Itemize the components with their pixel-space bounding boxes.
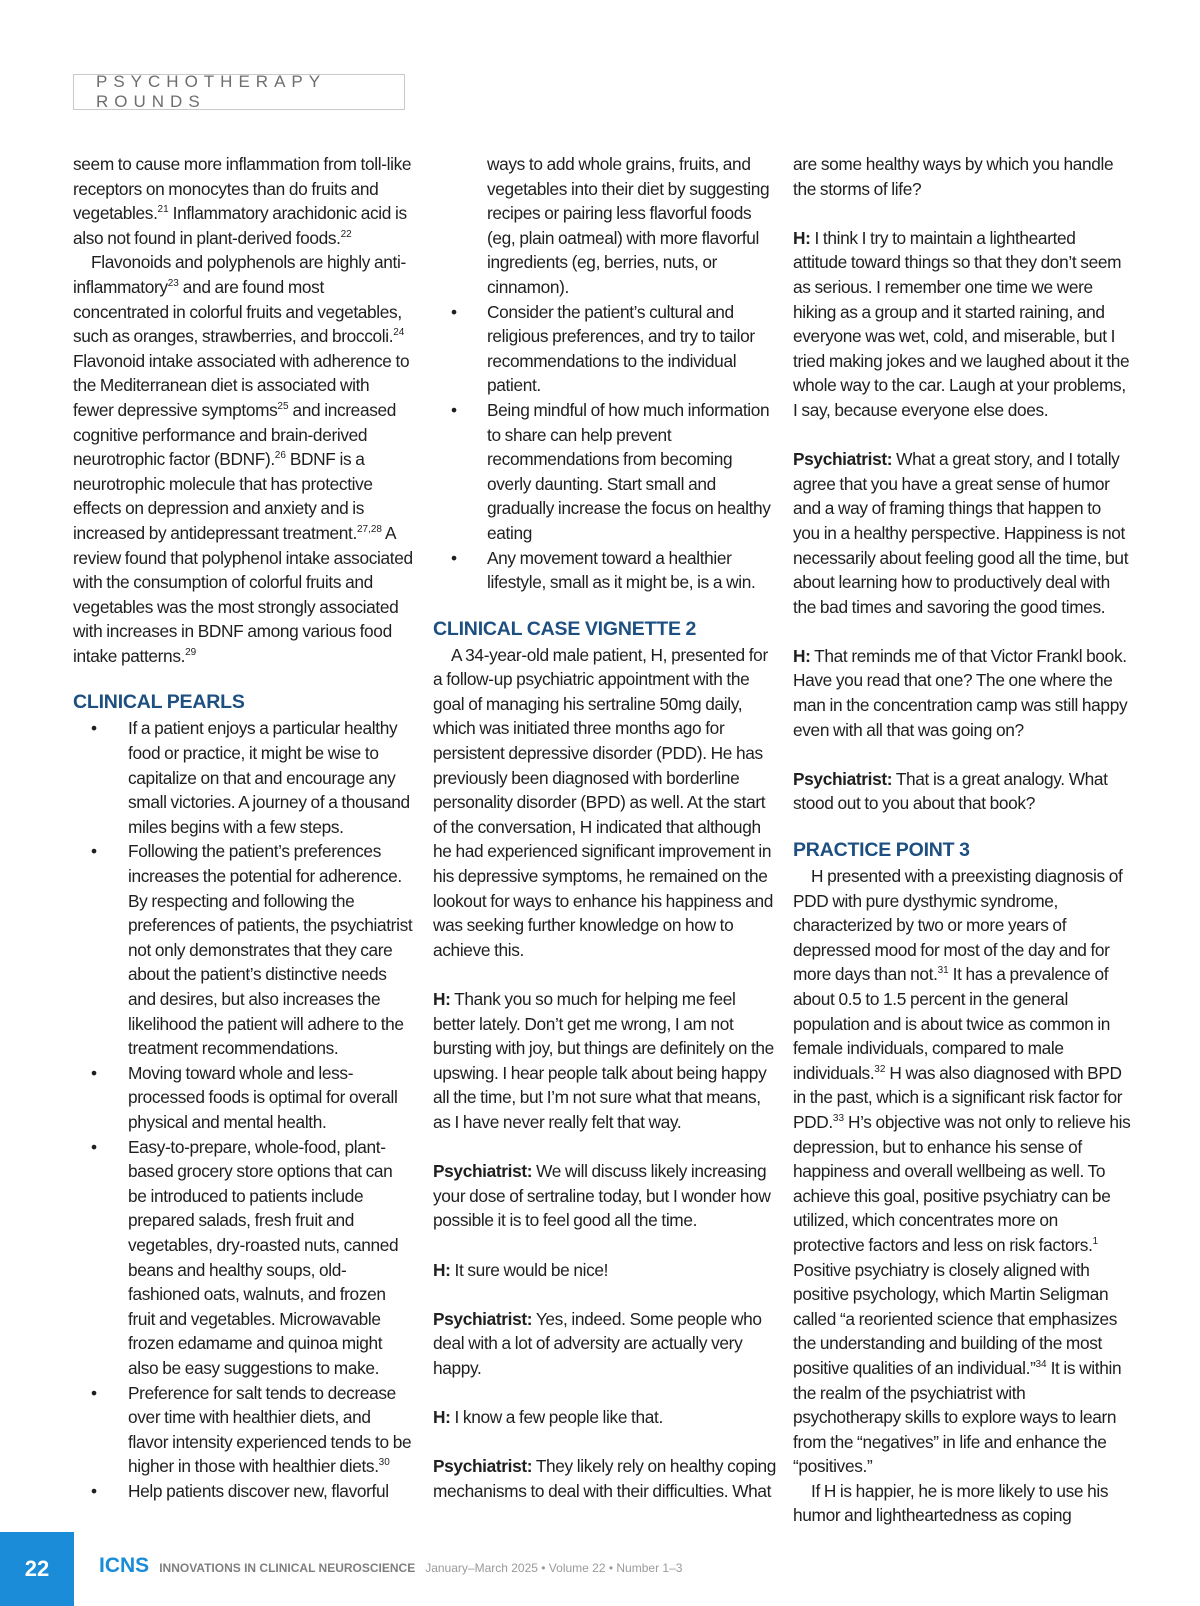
dialogue-text: They likely rely on healthy coping mechanisms to deal with their difficulties. What [433, 1456, 776, 1501]
citation: 24 [393, 327, 405, 339]
citation: 29 [185, 646, 197, 658]
bullet-icon: • [91, 1062, 97, 1083]
list-item [433, 300, 778, 398]
dialogue-text: What a great story, and I totally agree that you have a great sense of humor and a way of framing things that happen to you in a healthy perspective. Happiness is not necessarily about feeling good all the time, but about learning how to productively deal with the bad times and savoring the good times. [793, 449, 1129, 617]
practice-point-heading: PRACTICE POINT 3 [793, 839, 970, 862]
speaker-label: Psychiatrist: [793, 449, 893, 470]
bullet-icon: • [451, 399, 457, 420]
speaker-label: Psychiatrist: [433, 1161, 533, 1182]
speaker-label: Psychiatrist: [433, 1308, 533, 1329]
dialogue-line [793, 767, 1131, 816]
list-item-text: Help patients discover new, flavorful [128, 1480, 389, 1501]
bullet-icon: • [451, 301, 457, 322]
list-item-text: Preference for salt tends to decrease over time with healthier diets, and flavor intensity experienced tends to be higher in those with healthier diets. [128, 1382, 412, 1477]
list-item-text: ways to add whole grains, fruits, and vegetables into their diet by suggesting recipes or pairing less flavorful foods (eg, plain oatmeal) with more flavorful ingredients (eg, berries, nuts, or cinnamon). [487, 154, 770, 297]
column-1 [73, 152, 413, 1503]
text-run: Flavonoid intake associated with adherence to the Mediterranean diet is associated with fewer depressive symptoms [73, 350, 410, 420]
dialogue-line [793, 226, 1131, 423]
text-run: and are found most concentrated in colorful fruits and vegetables, such as oranges, strawberries, and broccoli. [73, 276, 402, 347]
list-item-text: Moving toward whole and less-processed foods is optimal for overall physical and mental health. [128, 1062, 398, 1132]
list-item-text: Following the patient’s preferences increases the potential for adherence. By respecting and following the preferences of patients, the psychiatrist not only demonstrates that they care about the patient’s distinctive needs and desires, but also increases the likelihood the patient will adhere to the treatment recommendations. [128, 841, 413, 1059]
section-label: PSYCHOTHERAPY ROUNDS [96, 72, 326, 111]
dialogue-line [433, 987, 778, 1135]
paragraph: A 34-year-old male patient, H, presented for a follow-up psychiatric appointment with the goal of managing his sertraline 50mg daily, which was initiated three months ago for persistent depressive disorder (PDD). He has previously been diagnosed with borderline personality disorder (BPD) as well. At the start of the conversation, H indicated that although he had experienced significant improvement in his depressive symptoms, he remained on the lookout for ways to enhance his happiness and was seeking further knowledge on how to achieve this. [433, 644, 774, 960]
text-run: Flavonoids and polyphenols are highly anti-inflammatory [73, 252, 406, 297]
list-item [73, 1061, 413, 1135]
speaker-label: Psychiatrist: [793, 768, 893, 789]
speaker-label: H: [793, 645, 811, 666]
text-run: seem to cause more inflammation from toll-like receptors on monocytes than do fruits and vegetables. [73, 154, 412, 224]
dialogue-text: That reminds me of that Victor Frankl book. Have you read that one? The one where the man in the concentration camp was still happy even with all that was going on? [793, 645, 1128, 740]
issue-info: January–March 2025 • Volume 22 • Number 1–3 [425, 1561, 683, 1575]
bullet-icon: • [91, 1136, 97, 1157]
speaker-label: Psychiatrist: [433, 1456, 533, 1477]
list-item [73, 1135, 413, 1381]
text-run: It has a prevalence of about 0.5 to 1.5 percent in the general population and is about twice as common in female individuals, compared to male individuals. [793, 964, 1111, 1083]
journal-logo: ICNS [99, 1554, 150, 1577]
citation: 1 [1092, 1235, 1099, 1247]
paragraph: are some healthy ways by which you handle the storms of life? [793, 154, 1114, 199]
text-run: H’s objective was not only to relieve his depression, but to enhance his sense of happiness and overall wellbeing as well. To achieve this goal, positive psychiatry can be utilized, which concentrates more on protective factors and less on risk factors. [793, 1111, 1131, 1255]
page-number: 22 [0, 1532, 74, 1606]
list-item [73, 1381, 413, 1479]
text-run: H presented with a preexisting diagnosis of PDD with pure dysthymic syndrome, characterized by two or more years of depressed mood for most of the day and for more days than not. [793, 866, 1123, 985]
list-item-text: Consider the patient’s cultural and religious preferences, and try to tailor recommendations to the individual patient. [487, 301, 755, 396]
citation: 22 [340, 228, 352, 240]
dialogue-text: I think I try to maintain a lighthearted attitude toward things so that they don’t seem as serious. I remember one time we were hiking as a group and it started raining, and everyone was wet, cold, and miserable, but I tried making jokes and we laughed about it the whole way to the car. Laugh at your problems, I say, because everyone else does. [793, 227, 1130, 420]
dialogue-line [793, 644, 1131, 742]
list-item [73, 716, 413, 839]
bullet-icon: • [451, 547, 457, 568]
citation: 30 [378, 1457, 390, 1469]
list-item [433, 398, 778, 546]
text-run: A review found that polyphenol intake associated with the consumption of colorful fruits and vegetables was the most strongly associated with increases in BDNF among various food intake patterns. [73, 522, 413, 666]
citation: 27,28 [356, 523, 382, 535]
list-item-text: Being mindful of how much information to share can help prevent recommendations from becoming overly daunting. Start small and gradually increase the focus on healthy eating [487, 399, 771, 543]
paragraph [793, 864, 1131, 1479]
bullet-icon: • [91, 1480, 97, 1501]
list-item-text: Easy-to-prepare, whole-food, plant-based grocery store options that can be introduced to patients include prepared salads, fresh fruit and vegetables, dry-roasted nuts, canned beans and healthy soups, old-fashioned oats, walnuts, and frozen fruit and vegetables. Microwavable frozen edamame and quinoa might also be easy suggestions to make. [128, 1136, 399, 1378]
speaker-label: H: [433, 989, 451, 1009]
citation: 26 [274, 450, 286, 462]
journal-title: INNOVATIONS IN CLINICAL NEUROSCIENCE [159, 1561, 416, 1575]
clinical-pearls-heading: CLINICAL PEARLS [73, 691, 245, 714]
dialogue-text: That is a great analogy. What stood out to you about that book? [793, 768, 1108, 814]
clinical-pearls-list-continued [433, 152, 778, 595]
list-item [433, 546, 778, 595]
paragraph: If H is happier, he is more likely to use his humor and lightheartedness as coping [793, 1480, 1109, 1526]
vignette-heading: CLINICAL CASE VIGNETTE 2 [433, 617, 697, 640]
citation: 32 [874, 1063, 886, 1075]
speaker-label: H: [793, 227, 811, 248]
list-item [73, 1479, 413, 1504]
text-run: Positive psychiatry is closely aligned with positive psychology, which Martin Seligman called “a reoriented science that emphasizes the understanding and building of the most positive qualities of an individual.” [793, 1259, 1118, 1378]
text-run: Inflammatory arachidonic acid is also not found in plant-derived foods. [73, 203, 407, 248]
column-3 [793, 152, 1131, 1528]
footer [99, 1554, 682, 1578]
text-run: BDNF is a neurotrophic molecule that has protective effects on depression and anxiety and is increased by antidepressant treatment. [73, 449, 373, 543]
list-item [73, 839, 413, 1060]
dialogue-line [433, 1454, 778, 1503]
dialogue-text: Thank you so much for helping me feel better lately. Don’t get me wrong, I am not bursting with joy, but things are definitely on the upswing. I hear people talk about being happy all the time, but I’m not sure what that means, as I have never really felt that way. [433, 989, 774, 1132]
speaker-label: H: [433, 1259, 451, 1280]
citation: 33 [832, 1112, 845, 1124]
bullet-icon: • [91, 841, 97, 862]
dialogue-line [433, 1258, 778, 1283]
bullet-icon: • [91, 1382, 97, 1403]
list-item-text: If a patient enjoys a particular healthy food or practice, it might be wise to capitalize on that and encourage any small victories. A journey of a thousand miles begins with a few steps. [128, 718, 410, 837]
dialogue-line [433, 1159, 778, 1233]
clinical-pearls-list [73, 716, 413, 1503]
citation: 31 [937, 965, 949, 977]
text-run: H was also diagnosed with BPD in the past, which is a significant risk factor for PDD. [793, 1062, 1123, 1132]
speaker-label: H: [433, 1407, 451, 1428]
list-item [433, 152, 778, 300]
dialogue-text: It sure would be nice! [450, 1259, 609, 1280]
citation: 34 [1035, 1358, 1047, 1370]
dialogue-line [793, 447, 1131, 619]
bullet-icon: • [91, 718, 97, 739]
column-2 [433, 152, 778, 1503]
paragraph [73, 152, 413, 250]
text-run: It is within the realm of the psychiatrist with psychotherapy skills to explore ways to learn from the “negatives” in life and enhance the “positives.” [793, 1357, 1122, 1477]
dialogue-text: Yes, indeed. Some people who deal with a lot of adversity are actually very happy. [433, 1308, 762, 1378]
paragraph [73, 250, 413, 668]
citation: 25 [277, 400, 289, 412]
citation: 21 [157, 204, 169, 216]
dialogue-text: I know a few people like that. [450, 1407, 663, 1428]
list-item-text: Any movement toward a healthier lifestyle, small as it might be, is a win. [487, 547, 756, 593]
dialogue-text: We will discuss likely increasing your dose of sertraline today, but I wonder how possible it is to feel good all the time. [433, 1161, 771, 1231]
dialogue-line [433, 1405, 778, 1430]
text-run: and increased cognitive performance and brain-derived neurotrophic factor (BDNF). [73, 399, 397, 470]
citation: 23 [167, 277, 179, 289]
dialogue-line [433, 1307, 778, 1381]
section-label-box [73, 74, 405, 110]
